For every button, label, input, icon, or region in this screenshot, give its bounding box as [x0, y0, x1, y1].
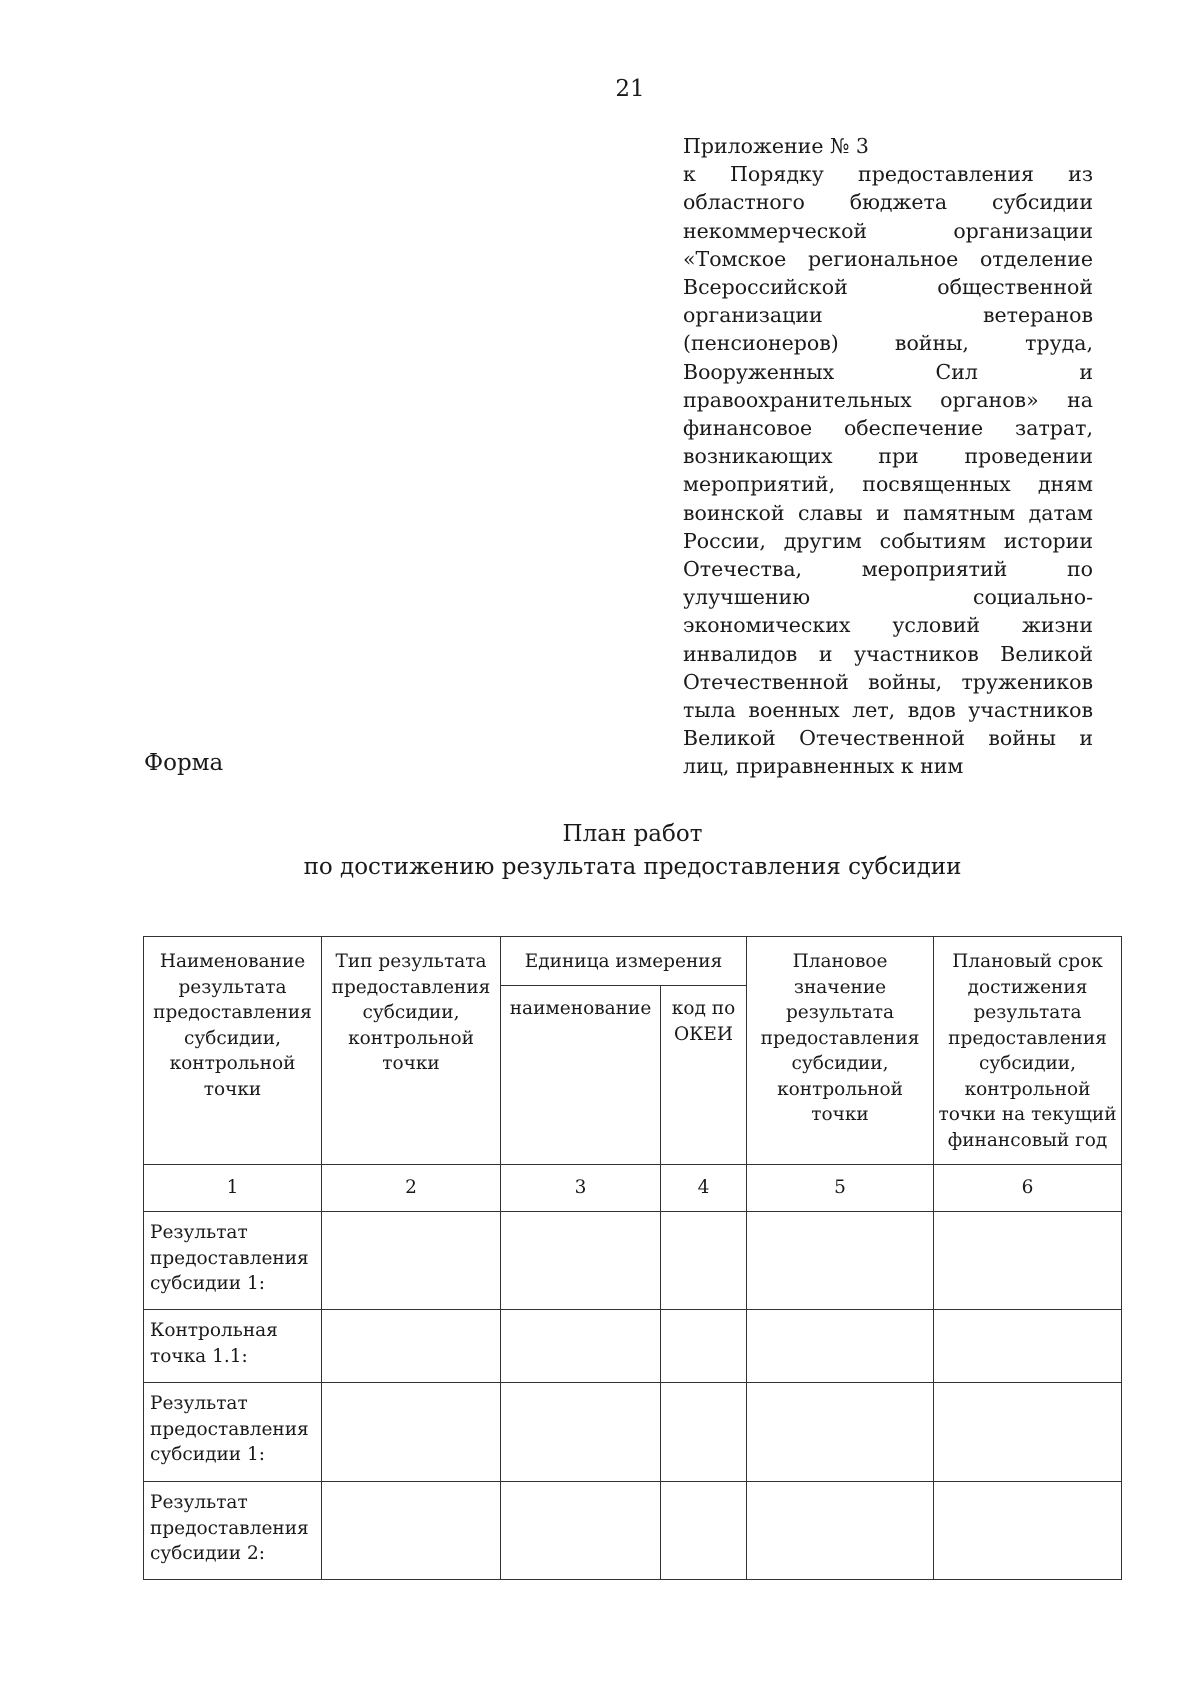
table-row: [144, 1212, 1122, 1310]
empty-cell: [934, 1212, 1122, 1310]
page-number: 21: [615, 76, 645, 102]
empty-cell: [747, 1212, 934, 1310]
table-header-row: [144, 937, 1122, 986]
column-number: 4: [661, 1165, 747, 1212]
column-number: 1: [144, 1165, 322, 1212]
row-label: Результат предоставления субсидии 1:: [144, 1383, 322, 1482]
table-row: [144, 1383, 1122, 1482]
empty-cell: [322, 1310, 501, 1383]
work-plan-table: [143, 936, 1122, 1580]
appendix-block: [683, 132, 1093, 781]
plan-title-line-2: по достижению результата предоставления субсидии: [303, 854, 962, 880]
empty-cell: [747, 1383, 934, 1482]
row-label: Контрольная точка 1.1:: [144, 1310, 322, 1383]
column-number: 6: [934, 1165, 1122, 1212]
empty-cell: [322, 1383, 501, 1482]
empty-cell: [661, 1482, 747, 1580]
table-row: [144, 1482, 1122, 1580]
appendix-text: к Порядку предоставления из областного бюджета субсидии некоммерческой организации «Томское региональное отделение Всероссийской общественной организации ветеранов (пенсионеров) войны, труда, Вооруженных Сил и правоохранительных органов» на финансовое обеспечение затрат, возникающих при проведении мероприятий, посвященных дням воинской славы и памятным датам России, другим событиям истории Отечества, мероприятий по улучшению социально-экономических условий жизни инвалидов и участников Великой Отечественной войны, тружеников тыла военных лет, вдов участников Великой Отечественной войны и лиц, приравненных к ним: [683, 162, 1093, 779]
column-number: 3: [501, 1165, 661, 1212]
empty-cell: [747, 1310, 934, 1383]
row-label: Результат предоставления субсидии 2:: [144, 1482, 322, 1580]
column-number: 5: [747, 1165, 934, 1212]
column-number: 2: [322, 1165, 501, 1212]
table-row: [144, 1310, 1122, 1383]
plan-title-line-1: План работ: [562, 821, 703, 847]
header-unit-group: Единица измерения: [501, 937, 747, 986]
empty-cell: [747, 1482, 934, 1580]
row-label: Результат предоставления субсидии 1:: [144, 1212, 322, 1310]
appendix-title: Приложение № 3: [683, 134, 869, 158]
form-label: Форма: [144, 750, 224, 776]
header-planned-date: Плановый срок достижения результата предоставления субсидии, контрольной точки на текущий финансовый год: [934, 937, 1122, 1165]
header-planned-value: Плановое значение результата предоставления субсидии, контрольной точки: [747, 937, 934, 1165]
empty-cell: [501, 1310, 661, 1383]
empty-cell: [934, 1310, 1122, 1383]
header-result-name: Наименование результата предоставления субсидии, контрольной точки: [144, 937, 322, 1165]
empty-cell: [661, 1310, 747, 1383]
empty-cell: [661, 1383, 747, 1482]
empty-cell: [934, 1482, 1122, 1580]
empty-cell: [322, 1212, 501, 1310]
header-result-type: Тип результата предоставления субсидии, контрольной точки: [322, 937, 501, 1165]
empty-cell: [501, 1212, 661, 1310]
empty-cell: [661, 1212, 747, 1310]
header-unit-name: наименование: [501, 986, 661, 1165]
empty-cell: [501, 1482, 661, 1580]
empty-cell: [322, 1482, 501, 1580]
column-number-row: [144, 1165, 1122, 1212]
plan-title: [0, 818, 1200, 884]
empty-cell: [501, 1383, 661, 1482]
header-okei-code: код по ОКЕИ: [661, 986, 747, 1165]
empty-cell: [934, 1383, 1122, 1482]
